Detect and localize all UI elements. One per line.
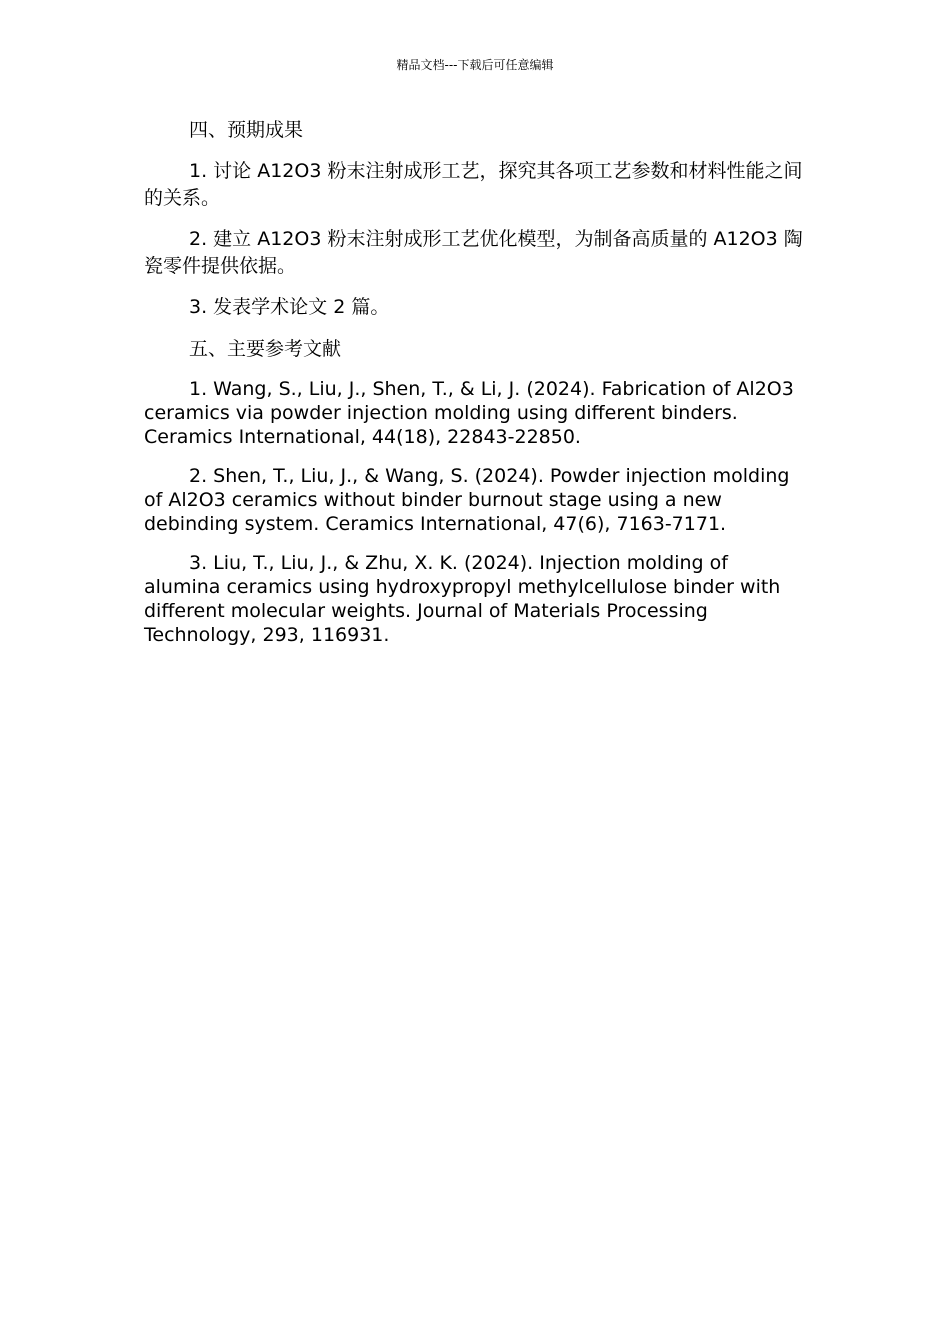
expected-result-item: 2. 建立 A12O3 粉末注射成形工艺优化模型，为制备高质量的 A12O3 陶瓷零件提供依据。: [144, 228, 803, 277]
document-body: [144, 116, 804, 647]
section-heading-expected-results: 四、预期成果: [189, 119, 304, 141]
expected-result-item: 1. 讨论 A12O3 粉末注射成形工艺，探究其各项工艺参数和材料性能之间的关系。: [144, 160, 803, 209]
page-header: 精品文档---下载后可任意编辑: [396, 58, 554, 72]
expected-result-item: 3. 发表学术论文 2 篇。: [189, 296, 390, 318]
section-heading-references: 五、主要参考文献: [189, 338, 342, 360]
reference-item: 2. Shen, T., Liu, J., & Wang, S. (2024). Powder injection molding of Al2O3 ceramics without binder burnout stage using a new debinding system. Ceramics International, 47(6), 7163-7171.: [144, 465, 790, 535]
reference-item: 3. Liu, T., Liu, J., & Zhu, X. K. (2024). Injection molding of alumina ceramics using hydroxypropyl methylcellulose binder with different molecular weights. Journal of Materials Processing Technology, 293, 116931.: [144, 552, 781, 646]
reference-item: 1. Wang, S., Liu, J., Shen, T., & Li, J. (2024). Fabrication of Al2O3 ceramics via powder injection molding using different binders. Ceramics International, 44(18), 22843-22850.: [144, 378, 794, 448]
